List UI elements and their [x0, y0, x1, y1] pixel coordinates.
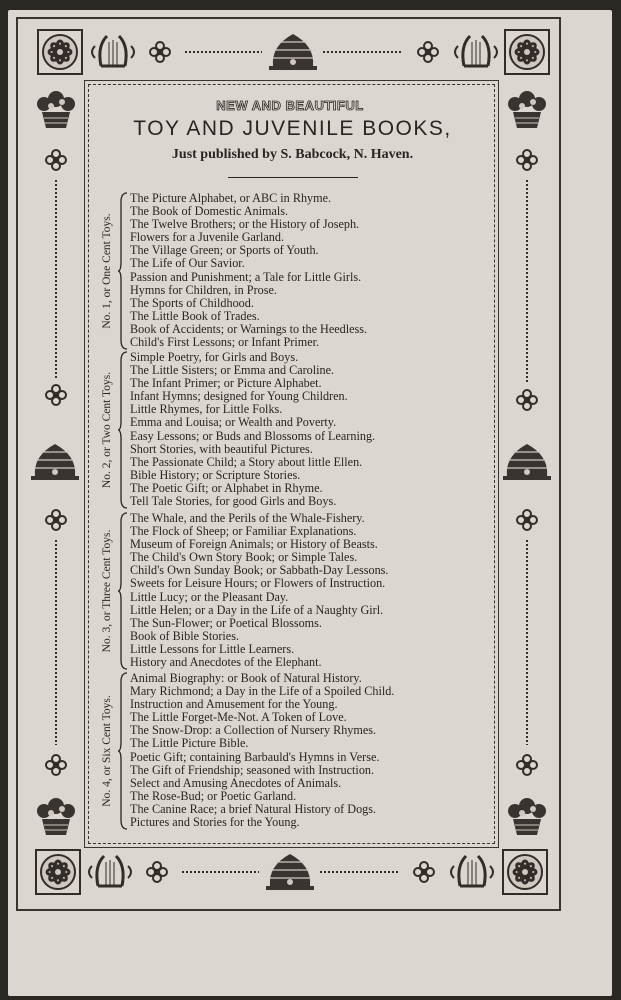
list-item: Simple Poetry, for Girls and Boys.: [130, 350, 299, 364]
list-item: Child's First Lessons; or Infant Primer.: [130, 335, 320, 350]
list-item: Hymns for Children, in Prose.: [130, 282, 277, 297]
section-three-cent: [96, 512, 486, 670]
list-item: Poetic Gift; containing Barbauld's Hymns in Verse.: [130, 749, 380, 764]
list-item: The Little Forget-Me-Not. A Token of Love.: [130, 710, 347, 725]
header-line-2: TOY AND JUVENILE BOOKS,: [133, 117, 452, 140]
list-item: Pictures and Stories for the Young.: [130, 815, 300, 830]
list-item: Little Rhymes, for Little Folks.: [130, 402, 283, 417]
section-one-cent: [96, 192, 486, 350]
list-item: The Life of Our Savior.: [130, 256, 245, 271]
list-item: Infant Hymns; designed for Young Children.: [130, 389, 348, 404]
brace-icon: [118, 672, 128, 830]
list-item: The Picture Alphabet, or ABC in Rhyme.: [130, 191, 332, 205]
list-item: Mary Richmond; a Day in the Life of a Spoiled Child.: [130, 684, 395, 699]
list-item: Emma and Louisa; or Wealth and Poverty.: [130, 415, 337, 430]
header-line-1: NEW AND BEAUTIFUL: [216, 98, 364, 113]
list-item: Book of Accidents; or Warnings to the Heedless.: [130, 321, 368, 336]
list-item: The Flock of Sheep; or Familiar Explanations.: [130, 524, 357, 539]
list-item: The Passionate Child; a Story about little Ellen.: [130, 454, 363, 469]
section-label: No. 3, or Three Cent Toys.: [101, 529, 113, 653]
section-label: No. 2, or Two Cent Toys.: [101, 371, 113, 489]
list-item: Passion and Punishment; a Tale for Little Girls.: [130, 269, 362, 284]
list-item: The Child's Own Story Book; or Simple Tales.: [130, 550, 358, 565]
list-item: Instruction and Amusement for the Young.: [130, 697, 338, 712]
list-item: Child's Own Sunday Book; or Sabbath-Day Lessons.: [130, 563, 389, 578]
list-item: Select and Amusing Anecdotes of Animals.: [130, 775, 342, 790]
section-label: No. 1, or One Cent Toys.: [101, 213, 113, 329]
list-item: History and Anecdotes of the Elephant.: [130, 655, 322, 670]
list-item: Sweets for Leisure Hours; or Flowers of Instruction.: [130, 576, 386, 591]
list-item: Little Helen; or a Day in the Life of a Naughty Girl.: [130, 602, 384, 617]
list-item: The Snow-Drop: a Collection of Nursery Rhymes.: [130, 723, 377, 738]
list-item: Easy Lessons; or Buds and Blossoms of Learning.: [130, 428, 376, 443]
brace-icon: [118, 512, 128, 670]
list-item: The Little Picture Bible.: [130, 736, 249, 751]
list-item: Flowers for a Juvenile Garland.: [130, 230, 284, 245]
list-item: The Book of Domestic Animals.: [130, 204, 289, 219]
list-item: The Whale, and the Perils of the Whale-Fishery.: [130, 511, 365, 525]
brace-icon: [118, 351, 128, 509]
list-item: Book of Bible Stories.: [130, 628, 240, 643]
list-item: Short Stories, with beautiful Pictures.: [130, 441, 313, 456]
section-label: No. 4, or Six Cent Toys.: [101, 695, 113, 807]
list-item: The Little Sisters; or Emma and Caroline.: [130, 363, 335, 378]
section-two-cent: [96, 351, 486, 509]
section-six-cent: [96, 672, 486, 830]
list-item: Little Lessons for Little Learners.: [130, 641, 295, 656]
list-item: Bible History; or Scripture Stories.: [130, 467, 301, 482]
list-item: The Sun-Flower; or Poetical Blossoms.: [130, 615, 322, 630]
list-item: The Infant Primer; or Picture Alphabet.: [130, 376, 322, 391]
list-item: The Rose-Bud; or Poetic Garland.: [130, 788, 297, 803]
list-item: The Poetic Gift; or Alphabet in Rhyme.: [130, 480, 323, 495]
list-item: Tell Tale Stories, for good Girls and Boys.: [130, 494, 337, 509]
list-item: The Village Green; or Sports of Youth.: [130, 243, 319, 258]
list-item: Animal Biography: or Book of Natural History.: [130, 671, 362, 685]
list-item: The Gift of Friendship; seasoned with Instruction.: [130, 762, 375, 777]
publisher-line: Just published by S. Babcock, N. Haven.: [171, 147, 414, 162]
list-item: The Sports of Childhood.: [130, 295, 254, 310]
list-item: The Twelve Brothers; or the History of Joseph.: [130, 217, 360, 232]
list-item: The Canine Race; a brief Natural History of Dogs.: [130, 801, 377, 816]
header-divider: [228, 177, 358, 178]
list-item: Museum of Foreign Animals; or History of Beasts.: [130, 537, 378, 552]
brace-icon: [118, 192, 128, 350]
list-item: Little Lucy; or the Pleasant Day.: [130, 589, 289, 604]
list-item: The Little Book of Trades.: [130, 308, 260, 323]
